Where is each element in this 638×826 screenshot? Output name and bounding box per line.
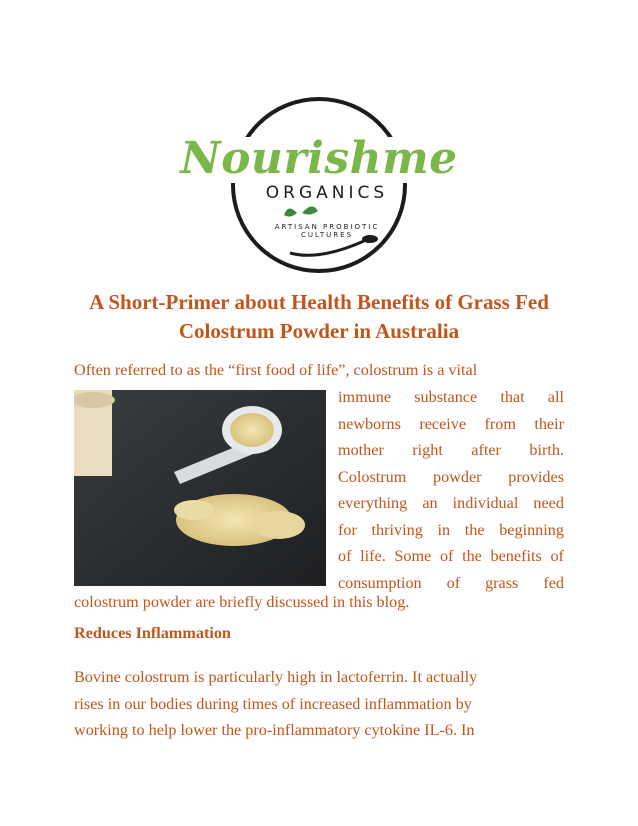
intro-closing-line: colostrum powder are briefly discussed in this blog.	[74, 593, 410, 611]
wrap-line: of life. Some of the benefits of	[338, 547, 564, 565]
intro-last-line	[74, 589, 564, 616]
title-line-2: Colostrum Powder in Australia	[178, 319, 460, 343]
wrap-line: Colostrum powder provides	[338, 467, 564, 486]
colostrum-powder-photo	[74, 390, 326, 586]
body-paragraph	[74, 664, 564, 744]
wrap-paragraph	[338, 384, 564, 596]
wrap-line: consumption of grass fed	[338, 573, 564, 592]
article-title	[60, 288, 578, 346]
body-line: Bovine colostrum is particularly high in lactoferrin. It actually	[74, 668, 478, 686]
wrap-line: immune substance that all	[338, 388, 564, 406]
section-heading: Reduces Inflammation	[74, 624, 231, 642]
intro-first-line	[74, 357, 564, 384]
wrap-line: mother right after birth.	[338, 441, 564, 459]
wrap-line: everything an individual need	[338, 494, 564, 512]
title-line-1: A Short-Primer about Health Benefits of Grass Fed	[89, 290, 549, 314]
intro-line-1: Often referred to as the “first food of life”, colostrum is a vital	[74, 361, 478, 379]
wrap-line: newborns receive from their	[338, 414, 564, 433]
body-line: working to help lower the pro-inflammatory cytokine IL-6. In	[74, 721, 475, 739]
logo-brand-text: Nourishme	[180, 133, 458, 184]
logo-sub-text: ORGANICS	[265, 183, 389, 203]
powder-scoop-image-icon	[74, 390, 326, 586]
wrap-line: for thriving in the beginning	[338, 520, 564, 539]
logo-tagline: ARTISAN PROBIOTIC CULTURES	[274, 223, 380, 239]
brand-logo	[132, 75, 506, 275]
body-line: rises in our bodies during times of increased inflammation by	[74, 694, 472, 713]
